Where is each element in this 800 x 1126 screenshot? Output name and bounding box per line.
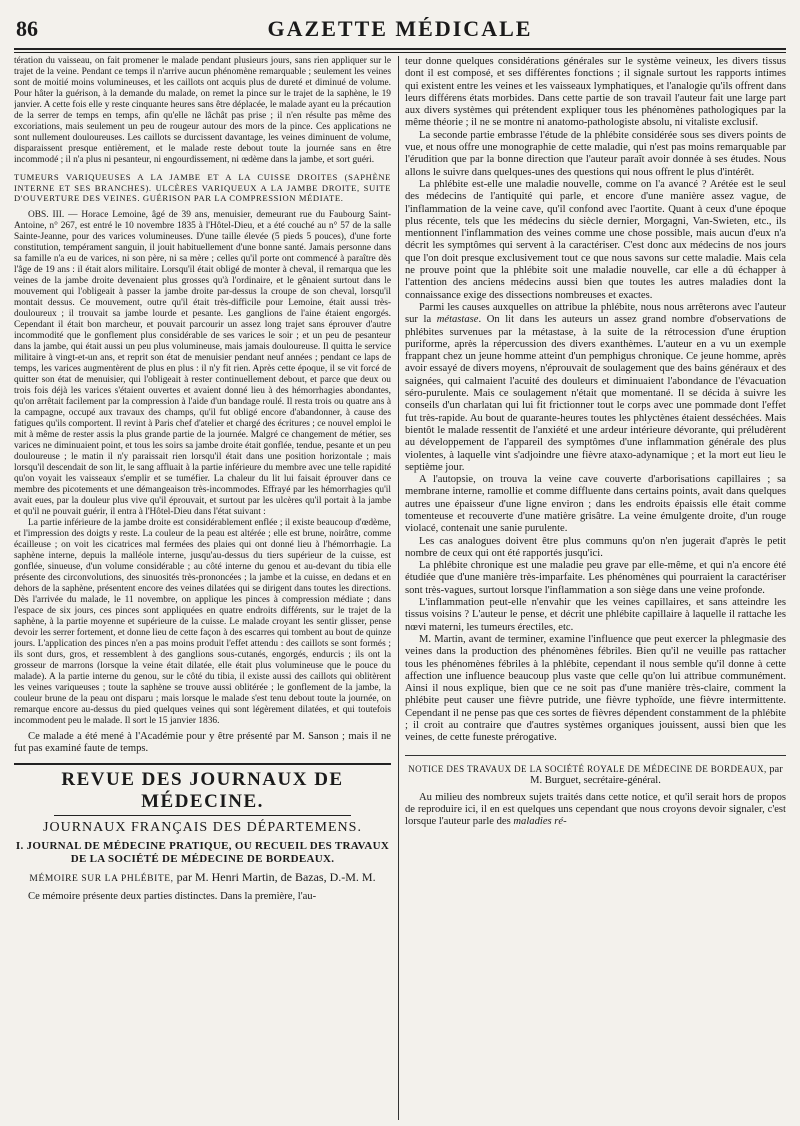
notice-author: par M. Burguet, secrétaire-général. — [530, 763, 783, 786]
paragraph-right-7: La phlébite chronique est une maladie peu grave par elle-même, et qui n'a encore été étudiée que d'une manière très-imparfaite. Les phénomènes qui pourraient la caractériser sont très-vagues, surtout lorsque l'inflammation a son siège dans une veine profonde. — [405, 560, 786, 596]
paragraph-right-4-em: métastase — [436, 314, 479, 326]
paragraph-right-10-em: maladies ré- — [513, 816, 567, 828]
paragraph-academie: Ce malade a été mené à l'Académie pour y être présenté par M. Sanson ; mais il ne fut pas examiné faute de temps. — [14, 730, 391, 754]
section-title: REVUE DES JOURNAUX DE MÉDECINE. — [61, 769, 344, 813]
newspaper-title: GAZETTE MÉDICALE — [267, 16, 533, 41]
page-number: 86 — [16, 16, 38, 41]
text-columns — [14, 56, 786, 1126]
paragraph-right-2: La seconde partie embrasse l'étude de la phlébite considérée sous ses divers points de vue, et nous offre une monographie de cette maladie, qui n'est pas moins remarquable par l'érudition que par la bonne direction que l'auteur paraît avoir donnée à ses études. Nous allons le suivre dans quelques-unes des questions qui nous offrent le plus d'intérêt. — [405, 129, 786, 178]
paragraph-right-4-end: . On lit dans les auteurs un assez grand nombre d'observations de phlébites survenues par la métastase, à la suite de la rétrocession d'une éruption puriforme, après la répercussion des divers exanthèmes. L'auteur en a vu un exemple frappant chez un jeune homme atteint d'un pemphigus chronique. Ce jeune homme, après avoir essayé de divers moyens, n'éprouvait de soulagement que des bains généraux et des saignées, qui calmaient l'acuité des douleurs et diminuaient l'abondance de l'évacuation séro-purulente. Mais ce soulagement n'était que momentané. Il se décida à suivre les conseils d'un charlatan qui lui fit frictionner tout le corps avec une pommade dont l'effet fut très-rapide. Au bout de quarante-heures toutes les phlyctènes étaient desséchées. Mais bientôt le malade ressentit de l'anxiété et une ardeur intérieure dévorante, qui préludèrent au développement de l'appareil des symptômes d'une inflammation générale des plus violentes, à laquelle vint s'adjoindre une fièvre ataxo-adynamique ; et la mort eut lieu le septième jour. — [405, 314, 786, 473]
paragraph-right-8: L'inflammation peut-elle n'envahir que les veines capillaires, et sans atteindre les tissus voisins ? L'auteur le pense, et décrit une phlébite capillaire à laquelle il rattache les nœvi materni, les tumeurs érectiles, etc. — [405, 597, 786, 633]
header-rule — [14, 52, 786, 53]
memoir-label: MÉMOIRE SUR LA PHLÉBITE, — [29, 874, 174, 885]
paragraph-right-3: La phlébite est-elle une maladie nouvelle, comme on l'a avancé ? Arétée est le seul des médecins de l'antiquité qui parle, et encore d'une manière assez vague, de l'inflammation de la veine cave, qu'il confond avec l'aortite. Quant à ceux d'une époque plus récente, tels que les médecins du siècle dernier, Morgagni, Van-Swieten, etc., ils mentionnent l'inflammation des veines comme une chose possible, mais aucun d'eux n'a décrit les symptômes qui servent à la caractériser. C'est donc aux médecins de nos jours que l'on doit presque exclusivement tout ce que nous savons sur cette maladie. Mais cela ne prouve point que la phlébite soit une maladie nouvelle, car elle a dû échapper à l'attention des anciens médecins aussi bien que toutes les autres maladies dont la connaissance exige des dissections nombreuses et exactes. — [405, 178, 786, 301]
paragraph-right-5: A l'autopsie, on trouva la veine cave couverte d'arborisations capillaires ; sa membrane interne, ramollie et comme diffluente dans certains points, avait dans quelques autres une épaisseur d'une ligne environ ; dans les endroits épaissis elle était comme tomenteuse et recouverte d'une matière grisâtre. La veine émulgente droite, d'un rouge violacé, contenait une sanie purulente. — [405, 474, 786, 535]
paragraph-right-6: Les cas analogues doivent être plus communs qu'on n'en jugerait d'après le petit nombre de ceux qui ont été rapportés jusqu'ici. — [405, 535, 786, 559]
paragraph-right-4 — [405, 302, 786, 474]
column-divider — [398, 56, 399, 1120]
paragraph-right-9: M. Martin, avant de terminer, examine l'influence que peut exercer la phlegmasie des veines dans la production des phénomènes fébriles. Bien qu'il ne veuille pas rattacher tous les phénomènes fébriles à la phlébite, cependant il nous semble qu'il donne à cette affection une influence beaucoup plus vaste que celle qu'on lui attribue communément. Ainsi il nous explique, bien que ce ne soit pas d'une manière très-claire, comment la phlébite peut causer une fièvre putride, une fièvre typhoïde, une fièvre intermittente. Cependant il ne pense pas que ces sortes de fièvres dépendent constamment de la phlébite ; il croit au contraire que d'autres systèmes organiques jouissent, aussi bien que les veines, de cette funeste prérogative. — [405, 633, 786, 744]
memoir-author: par M. Henri Martin, de Bazas, D.-M. M. — [176, 870, 376, 885]
memoir-line — [14, 870, 391, 886]
paragraph-right-4-start: Parmi les causes auxquelles on attribue la phlébite, nous nous arrêterons avec l'auteur sur la — [405, 301, 786, 326]
paragraph-examination: La partie inférieure de la jambe droite est considérablement enflée ; il existe beaucoup d'œdème, et l'impression des doigts y reste. La couleur de la peau est altérée ; elle est brune, noirâtre, comme écailleuse ; on voit les cicatrices mal fermées des plaies qui ont donné lieu à l'hémorrhagie. La saphène interne, depuis la malléole interne, jusqu'au-dessus du tiers supérieur de la cuisse, est gonflée, sinueuse, d'un volume considérable ; au côté interne du genou et au-devant du tibia elle présente des circonvolutions, des sinuosités très-prononcées ; la jambe et la cuisse, en dedans et en dehors de la saphène, présentent encore des veines dilatées qui se dirigent dans toutes les directions. Dès l'arrivée du malade, le 11 novembre, on applique les pinces à compression médiate ; dans l'espace de six jours, ces pinces sont appliquées en quatre endroits différents, sur le trajet de la saphène, à la partie moyenne et supérieure de la cuisse. Le malade croyant les sentir glisser, pense devoir les serrer fortement, et donne lieu de cette façon à des escarres qui tombent au bout de quinze jours. L'application des pinces n'en a pas moins produit l'effet attendu : des caillots se sont formés ; ils sont durs, gros, et ressemblent à des ganglions sous-cutanés, engorgés, endurcis ; ils ont la grosseur de marrons (lorsque la veine était dilatée, elle était plus volumineuse que le pouce du malade). A la partie interne du genou, sur le côté du tibia, il existe aussi des caillots qui oblitèrent les veines variqueuses ; toute la saphène se trouve aussi oblitérée ; le gonflement de la jambe, la couleur brune de la peau ont disparu ; mais lorsque le malade s'est tenu debout toute la journée, on remarque encore au-dessus du pied quelques veines qui sont légèrement dilatées, et qui toutefois incommodent peu le malade. Il sort le 15 janvier 1836. — [14, 517, 391, 726]
notice-title: NOTICE DES TRAVAUX DE LA SOCIÉTÉ ROYALE DE MÉDECINE DE BORDEAUX, — [408, 763, 767, 774]
right-column — [405, 56, 786, 1126]
paragraph-obs-iii: OBS. III. — Horace Lemoine, âgé de 39 ans, menuisier, demeurant rue du Faubourg Saint-Antoine, n° 267, est entré le 10 novembre 1835 à l'Hôtel-Dieu, et a été couché au n° 57 de la salle Sainte-Jeanne, pour des varices volumineuses. D'une taille élevée (5 pieds 5 pouces), d'une forte constitution, tempérament sanguin, il jouit habituellement d'une bonne santé. Jamais personne dans sa famille n'a eu de varices, ni son père, ni sa mère ; celles qu'il porte ont commencé à paraître dès l'âge de 19 ans : il était alors militaire. Lorsqu'il était obligé de monter à cheval, il remarqua que les veines de la jambe droite devenaient plus grosses qu'à l'ordinaire, et le gênaient surtout dans le mouvement qui l'obligeait à passer la jambe droite par-dessus la croupe de son cheval, lorsqu'il montait dessus. Ce mouvement, outre qu'il était très-difficile pour Lemoine, était aussi très-douloureux ; il trouvait sa jambe lourde et pesante. Les ganglions de l'aine étaient engorgés. Cependant il était bon marcheur, et pouvait parcourir un assez long trajet sans éprouver d'autre incommodité que le gonflement plus considérable de ses varices le soir ; et un peu de pesanteur dans la jambe, qui était aussi un peu plus volumineuse, mais jamais douloureuse. Il quitta le service militaire à vingt-et-un ans, et reprit son état de menuisier pendant neuf années ; pendant ce laps de temps, les varices augmentèrent de plus en plus : il n'y fit rien. Après cette époque, il se vit forcé de quitter son état de menuisier, qui l'obligeait à rester continuellement debout, et parce que deux ou trois fois déjà les varices s'étaient ouvertes et avaient donné lieu à des hémorrhagies abondantes, qu'on arrêtait facilement par la compression à l'aide d'un bandage roulé. Il resta trois ou quatre ans à la campagne, occupé aux travaux des champs, qu'il fut obligé encore d'abandonner, à cause des fatigues qu'ils comportent. Il revint à Paris chef d'atelier et chargé des écritures ; ce nouvel emploi le mit à même de rester assis la plus grande partie de la journée. Malgré ce changement de métier, ses varices ne diminuaient point, et tous les soirs sa jambe droite était gonflée, tendue, pesante et un peu douloureuse ; le matin il n'y paraissait rien lorsqu'il était dans une position horizontale ; mais lorsqu'il descendait de son lit, le sang affluait à la partie inférieure du membre avec une telle rapidité qu'on voyait les vaisseaux s'emplir et se tuméfier. La chaleur du lit lui faisait éprouver dans ce membre des picotements et une démangeaison très-incommodes. Effrayé par les hémorrhagies qu'il avait eues, par la douleur plus vive qu'il éprouvait, et surtout par les ulcères qu'il portait à la jambe et qu'il ne pouvait guérir, il entra à l'Hôtel-Dieu dans l'état suivant : — [14, 209, 391, 517]
paragraph-right-10-start: Au milieu des nombreux sujets traités dans cette notice, et qu'il serait hors de propos de reproduire ici, il en est quelques uns cependant que nous croyons devoir signaler, c'est lorsque l'auteur parle des — [405, 791, 786, 828]
paragraph-memoir-intro: Ce mémoire présente deux parties distinctes. Dans la première, l'au- — [28, 891, 317, 903]
section-subtitle: JOURNAUX FRANÇAIS DES DÉPARTEMENS. — [43, 820, 362, 836]
case-heading: TUMEURS VARIQUEUSES A LA JAMBE ET A LA CUISSE DROITES (SAPHÈNE INTERNE ET SES BRANCHES). ULCÈRES VARIQUEUX A LA JAMBE DROITE, SUITE D'OUVERTURE DES VEINES. GUÉRISON PAR LA COMPRESSION MÉDIATE. — [14, 172, 391, 203]
left-column — [14, 56, 391, 1126]
section-rule — [54, 815, 351, 816]
section-header — [14, 763, 391, 836]
paragraph-right-1: teur donne quelques considérations générales sur le système veineux, les divers tissus dont il est composé, et ses différentes fonctions ; il signale surtout les rapports intimes qui existent entre les veines et les vaisseaux lymphatiques, et l'analogie qu'ils offrent dans leurs différens états morbides. Dans cette partie de son travail l'auteur fait une large part aux divers systèmes qui prétendent expliquer tous les phénomènes pathologiques par la même théorie ; il ne se montre ni anatomo-pathologiste absolu, ni vitaliste exclusif. — [405, 56, 786, 129]
article-title: I. JOURNAL DE MÉDECINE PRATIQUE, OU RECUEIL DES TRAVAUX DE LA SOCIÉTÉ DE MÉDECINE DE BORDEAUX. — [15, 840, 390, 866]
paragraph-right-10 — [405, 792, 786, 829]
paragraph-continuation: tération du vaisseau, on fait promener le malade pendant plusieurs jours, sans rien appliquer sur le trajet de la veine. Pendant ce temps il n'arrive aucun phénomène remarquable ; seulement les veines sont de moitié moins volumineuses, et les caillots ont acquis plus de dureté et diminué de volume. Pour hâter la guérison, à la demande du malade, on remet la pince sur le trajet de la saphène, le 19 janvier. A cette fois elle y reste cinquante heures sans être déplacée, le malade ayant eu la précaution de la serrer de temps en temps, afin qu'elle ne lâchât pas prise ; il n'en résulte pas même des excoriations, mais seulement un peu de rougeur autour des mors de la pince. Ces applications ne sont nullement douloureuses. Les caillots se durcissent davantage, les veines diminuent de volume, disparaissent presque entièrement, et le malade reste debout toute la journée sans en être incommodé ; il n'a plus ni pesanteur, ni engourdissement, ni œdème dans la jambe, et sort guéri. — [14, 56, 391, 165]
page-header — [14, 14, 786, 50]
notice-heading — [405, 755, 786, 786]
